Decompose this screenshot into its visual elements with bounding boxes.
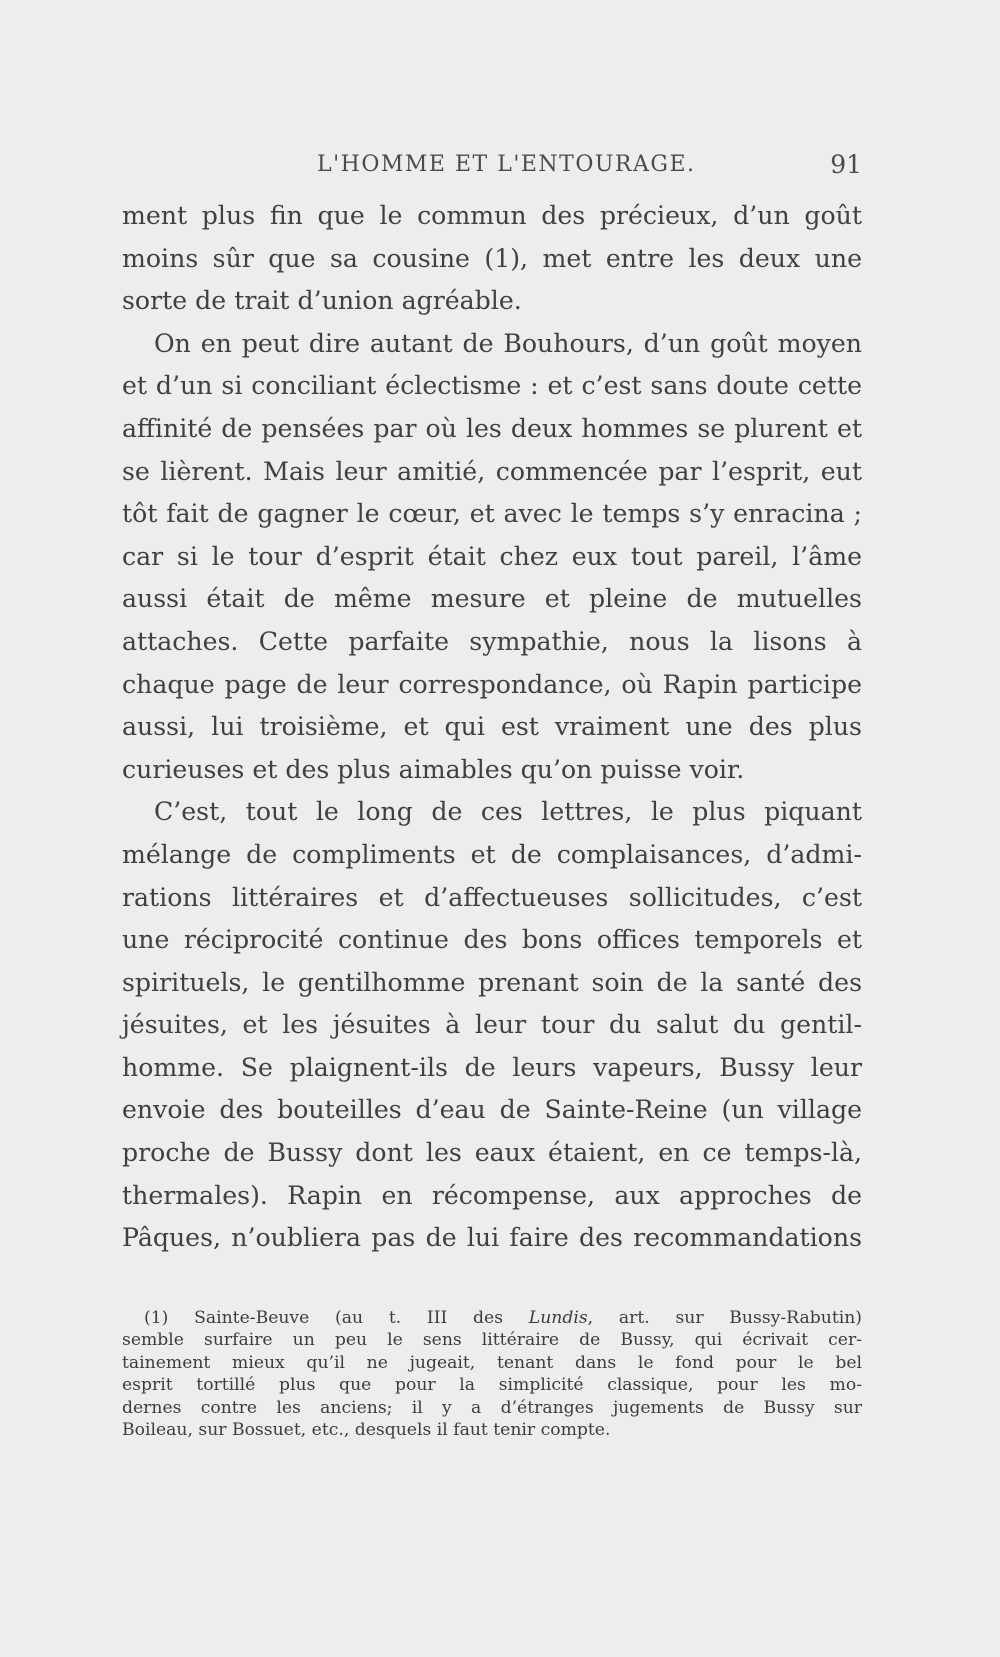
footnote-line: semble surfaire un peu le sens littéraire de Bussy, qui écrivait cer- (122, 1330, 862, 1351)
text-line: sorte de trait d’union agréable. (122, 286, 522, 316)
text-line: thermales). Rapin en récompense, aux approches de (122, 1180, 862, 1210)
text-line: se lièrent. Mais leur amitié, commencée par l’esprit, eut (122, 456, 862, 486)
text-line: envoie des bouteilles d’eau de Sainte-Reine (un village (122, 1095, 862, 1125)
text-line: attaches. Cette parfaite sympathie, nous la lisons à (122, 626, 862, 656)
text-line: et d’un si conciliant éclectisme : et c’est sans doute cette (122, 371, 862, 401)
footnote-italic-title: Lundis (528, 1308, 588, 1328)
text-line: proche de Bussy dont les eaux étaient, en ce temps-là, (122, 1138, 862, 1168)
footnote-line: Boileau, sur Bossuet, etc., desquels il faut tenir compte. (122, 1419, 611, 1440)
footnote-text: (1) Sainte-Beuve (au t. III des (144, 1308, 529, 1328)
page-header (122, 150, 862, 184)
text-line: rations littéraires et d’affectueuses sollicitudes, c’est (122, 882, 862, 912)
text-line: aussi, lui troisième, et qui est vraiment une des plus (122, 712, 862, 742)
running-head: L'HOMME ET L'ENTOURAGE. (317, 152, 696, 177)
text-line: ment plus fin que le commun des précieux, d’un goût (122, 201, 862, 230)
text-line: spirituels, le gentilhomme prenant soin de la santé des (122, 967, 862, 997)
footnote-line: dernes contre les anciens; il y a d’étranges jugements de Bussy sur (122, 1397, 862, 1418)
text-line: une réciprocité continue des bons offices temporels et (122, 925, 862, 955)
text-line: C’est, tout le long de ces lettres, le plus piquant (154, 797, 862, 827)
text-line: Pâques, n’oubliera pas de lui faire des recommandations (122, 1223, 862, 1253)
footnote-text: , art. sur Bussy-Rabutin) (587, 1308, 862, 1328)
text-line: jésuites, et les jésuites à leur tour du salut du gentil- (122, 1010, 862, 1040)
text-line: homme. Se plaignent-ils de leurs vapeurs, Bussy leur (122, 1052, 862, 1082)
body-text (122, 195, 862, 1260)
footnote-line: tainement mieux qu’il ne jugeait, tenant dans le fond pour le bel (122, 1352, 862, 1373)
page-number: 91 (830, 150, 862, 179)
text-line: car si le tour d’esprit était chez eux tout pareil, l’âme (122, 541, 862, 571)
footnote-line (122, 1307, 862, 1329)
text-line: chaque page de leur correspondance, où Rapin participe (122, 669, 862, 699)
text-line: moins sûr que sa cousine (1), met entre les deux une (122, 243, 862, 273)
text-line: aussi était de même mesure et pleine de mutuelles (122, 584, 862, 614)
text-line: curieuses et des plus aimables qu’on puisse voir. (122, 754, 745, 784)
footnote (122, 1307, 862, 1441)
text-line: tôt fait de gagner le cœur, et avec le temps s’y enracina ; (122, 499, 862, 529)
footnote-line: esprit tortillé plus que pour la simplicité classique, pour les mo- (122, 1375, 862, 1396)
text-line: mélange de compliments et de complaisances, d’admi- (122, 839, 862, 869)
text-line: On en peut dire autant de Bouhours, d’un goût moyen (154, 328, 862, 358)
text-line: affinité de pensées par où les deux hommes se plurent et (122, 413, 862, 443)
